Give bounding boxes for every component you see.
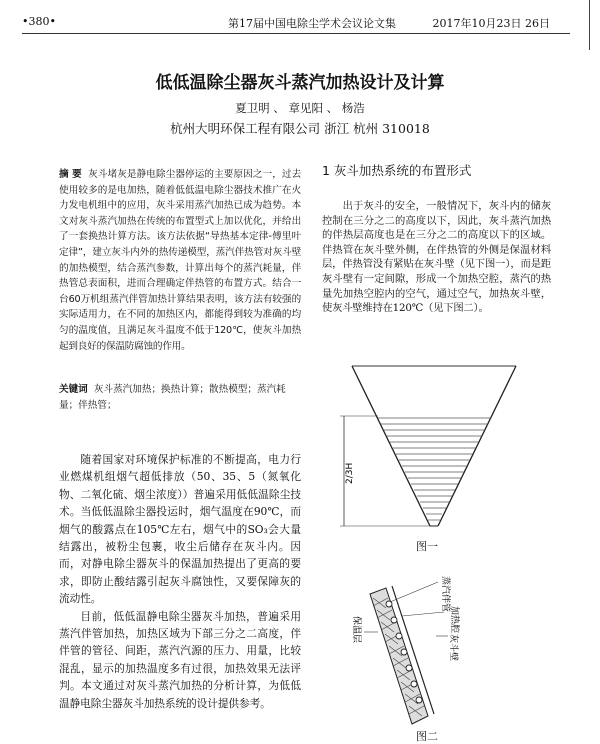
- section-1-body: [322, 199, 551, 316]
- page-edge-line: [589, 0, 590, 50]
- paper-title: 低低温除尘器灰斗蒸汽加热设计及计算: [155, 73, 445, 93]
- keywords: [59, 382, 301, 413]
- abstract-label: 摘 要: [59, 169, 82, 180]
- steam-pipe-label: 蒸汽伴管: [440, 576, 450, 613]
- authors: 夏卫明 、 章见阳 、 杨浩: [235, 101, 365, 115]
- figure-1-caption: 图一: [416, 540, 438, 553]
- page-number: •380•: [22, 15, 56, 28]
- intro-paragraph-1: 随着国家对环境保护标准的不断提高，电力行业燃煤机组烟气超低排放（50、35、5（氮氧化物、二氧化硫、烟尘浓度））普遍采用低低温除尘技术。当低低温除尘器投运时，烟气温度在90℃，而烟气的酸露点在105℃左右，烟气中的SO₃会大量结露出，被粉尘包裹，收尘后储存在灰斗内。因而，对静电除尘器灰斗的保温加热提出了更高的要求，即防止酸结露引起灰斗腐蚀性，又要保障灰的流动性。: [59, 453, 301, 606]
- header-rule: [22, 33, 570, 34]
- running-header: [22, 8, 570, 30]
- keywords-label: 关键词: [59, 384, 88, 395]
- conference-name: 第17届中国电除尘学术会议论文集: [228, 17, 396, 30]
- heating-zone-hatching: [378, 418, 491, 520]
- section-1-title: 1 灰斗加热系统的布置形式: [322, 163, 472, 178]
- abstract: [59, 167, 301, 354]
- keywords-text: 灰斗蒸汽加热；换热计算；散热模型；蒸汽耗量；伴热管；: [59, 384, 286, 411]
- hopper-wall-label: 灰斗壁: [448, 634, 458, 662]
- figure-2-caption: 图二: [416, 730, 438, 743]
- figure-1-hopper-diagram: [338, 360, 518, 528]
- figure-2-heating-detail: [340, 576, 480, 726]
- affiliation: 杭州大明环保工程有限公司 浙江 杭州 310018: [170, 121, 430, 136]
- conference-date: 2017年10月23日 26日: [432, 17, 550, 30]
- insulation-label: 保温层: [351, 616, 361, 644]
- introduction: [59, 451, 301, 712]
- intro-paragraph-2: 目前，低低温静电除尘器灰斗加热，普遍采用蒸汽伴管加热，加热区域为下部三分之二高度，伴伴管的管径、间距，蒸汽汽源的压力、用量，比较混乱，显示的加热温度多有过很，加热效果无法评判。本文通过对灰斗蒸汽加热的分析计算，为低低温静电除尘器灰斗加热系统的设计提供参考。: [59, 609, 301, 710]
- abstract-text: 灰斗堵灰是静电除尘器停运的主要原因之一，过去使用较多的是电加热，随着低低温电除尘器技术推广在火力发电机组中的应用，灰斗采用蒸汽加热已成为趋势。本文对灰斗蒸汽加热在传统的布置型式上加以优化，并给出了一套换热计算方法。该方法依据“导热基本定律-傅里叶定律”，建立灰斗内外的热传递模型，蒸汽伴热管对灰斗壁的加热模型，结合蒸汽参数，计算出每个的蒸汽耗量，伴热管总表面积，进而合理确定伴热管的布置方式。结合一台60万机组蒸汽伴管加热计算结果表明，该方法有较强的实际适用力，在不同的加热区内，都能得到较为准确的均匀的温度值，且满足灰斗温度不低于120℃，使灰斗加热起到良好的保温防腐蚀的作用。: [59, 169, 301, 352]
- dimension-label: 2/3H: [345, 462, 355, 484]
- cavity-label: 加热腔: [449, 606, 459, 634]
- section-1-paragraph: 出于灰斗的安全，一般情况下，灰斗内的储灰控制在三分之二的高度以下，因此，灰斗蒸汽加热的伴热层高度也是在三分之二的高度以下的区域。伴热管在灰斗壁外侧，在伴热管的外侧是保温材料层，伴热管没有紧贴在灰斗壁（见下图一），而是距灰斗壁有一定间隙，形成一个加热空腔，蒸汽的热量先加热空腔内的空气，通过空气，加热灰斗壁，使灰斗壁维持在120℃（见下图二）。: [322, 200, 551, 315]
